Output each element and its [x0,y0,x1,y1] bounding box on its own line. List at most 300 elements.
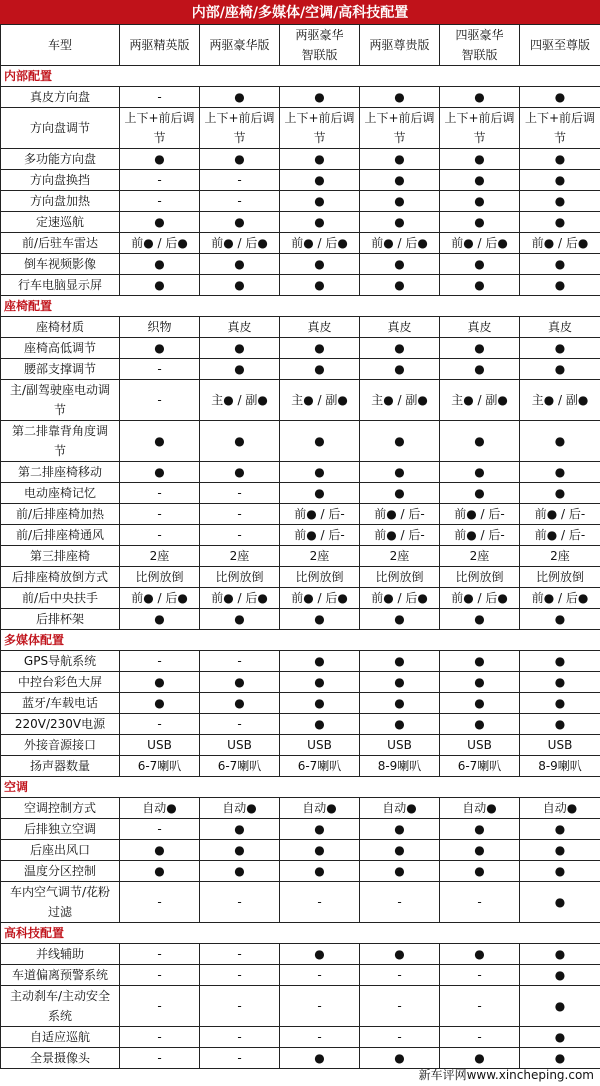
row-value: ● [520,693,600,714]
row-value: ● [120,338,200,359]
table-row [1,672,600,693]
row-value: ● [360,672,440,693]
row-value: ● [200,693,280,714]
header-row [1,25,600,66]
table-row [1,108,600,149]
row-value: - [200,191,280,212]
row-value: 前● / 后● [280,233,360,254]
row-value: ● [520,840,600,861]
row-label: 第二排座椅移动 [1,462,120,483]
row-value: ● [520,861,600,882]
row-value: 自动● [360,798,440,819]
row-value: - [120,170,200,191]
row-value: - [200,714,280,735]
row-value: - [280,986,360,1027]
row-value: ● [440,944,520,965]
row-value: ● [360,1048,440,1069]
row-value: ● [280,672,360,693]
row-value: 自动● [200,798,280,819]
row-value: - [200,651,280,672]
table-row [1,317,600,338]
row-value: - [200,170,280,191]
row-value: ● [280,87,360,108]
row-value: 6-7喇叭 [200,756,280,777]
table-row [1,965,600,986]
row-value: 自动● [520,798,600,819]
row-value: 主● / 副● [280,380,360,421]
row-value: ● [200,421,280,462]
row-value: - [360,965,440,986]
row-value: ● [360,840,440,861]
row-value: ● [440,254,520,275]
row-value: 织物 [120,317,200,338]
header-cell-trim: 四驱豪华 智联版 [440,25,520,66]
row-value: 前● / 后● [200,233,280,254]
row-value: - [360,1027,440,1048]
row-value: ● [520,170,600,191]
table-row [1,87,600,108]
row-value: ● [200,861,280,882]
header-cell-trim: 两驱豪华版 [200,25,280,66]
row-value: - [200,525,280,546]
row-value: ● [520,882,600,923]
row-value: ● [360,87,440,108]
row-value: ● [280,149,360,170]
row-value: 6-7喇叭 [280,756,360,777]
row-value: - [120,1027,200,1048]
row-value: 真皮 [200,317,280,338]
row-value: ● [120,275,200,296]
row-value: ● [360,861,440,882]
table-row [1,380,600,421]
row-label: 并线辅助 [1,944,120,965]
row-value: - [120,504,200,525]
row-value: ● [440,338,520,359]
row-value: 2座 [120,546,200,567]
table-row [1,254,600,275]
table-row [1,462,600,483]
row-value: 前● / 后● [120,233,200,254]
row-value: ● [440,421,520,462]
row-value: - [280,882,360,923]
row-value: - [120,525,200,546]
row-label: 定速巡航 [1,212,120,233]
row-value: 真皮 [520,317,600,338]
row-value: 比例放倒 [200,567,280,588]
row-value: 自动● [280,798,360,819]
table-row [1,359,600,380]
row-value: ● [360,693,440,714]
row-value: 2座 [360,546,440,567]
row-value: ● [440,170,520,191]
row-value: ● [360,191,440,212]
row-value: ● [440,191,520,212]
row-label: 座椅高低调节 [1,338,120,359]
row-value: ● [520,609,600,630]
row-value: ● [440,149,520,170]
row-label: 前/后排座椅加热 [1,504,120,525]
row-value: ● [440,651,520,672]
table-row [1,714,600,735]
row-value: ● [280,861,360,882]
row-value: ● [120,609,200,630]
row-value: 上下+前后调节 [440,108,520,149]
row-label: 腰部支撑调节 [1,359,120,380]
row-label: 主动刹车/主动安全系统 [1,986,120,1027]
table-row [1,882,600,923]
row-value: 前● / 后● [520,588,600,609]
row-value: ● [120,421,200,462]
row-value: USB [120,735,200,756]
row-value: ● [280,1048,360,1069]
table-row [1,1027,600,1048]
row-value: ● [200,254,280,275]
row-value: ● [520,965,600,986]
table-row [1,504,600,525]
row-label: 前/后排座椅通风 [1,525,120,546]
row-value: ● [360,338,440,359]
sheet-title: 内部/座椅/多媒体/空调/高科技配置 [0,0,600,24]
row-value: ● [440,840,520,861]
row-value: - [200,483,280,504]
row-value: ● [280,462,360,483]
row-value: 上下+前后调节 [520,108,600,149]
row-value: ● [360,149,440,170]
row-value: ● [520,275,600,296]
row-value: 自动● [120,798,200,819]
spec-table [0,24,600,1069]
row-label: 方向盘调节 [1,108,120,149]
table-row [1,567,600,588]
row-value: 自动● [440,798,520,819]
row-value: 主● / 副● [440,380,520,421]
row-value: ● [200,212,280,233]
row-value: - [120,483,200,504]
row-value: ● [440,672,520,693]
row-label: 温度分区控制 [1,861,120,882]
row-value: ● [360,819,440,840]
row-value: ● [280,421,360,462]
row-value: 前● / 后● [440,233,520,254]
row-value: 前● / 后● [200,588,280,609]
row-value: 前● / 后● [360,588,440,609]
row-value: - [120,191,200,212]
table-row [1,588,600,609]
row-value: 前● / 后- [280,504,360,525]
header-cell-trim: 两驱精英版 [120,25,200,66]
table-row [1,986,600,1027]
row-label: 多功能方向盘 [1,149,120,170]
row-value: 前● / 后- [520,525,600,546]
row-value: 前● / 后● [120,588,200,609]
row-value: - [120,819,200,840]
table-row [1,546,600,567]
header-cell-trim: 两驱豪华 智联版 [280,25,360,66]
row-label: 车道偏离预警系统 [1,965,120,986]
row-value: 2座 [200,546,280,567]
row-value: ● [440,212,520,233]
row-label: 中控台彩色大屏 [1,672,120,693]
table-row [1,275,600,296]
row-value: - [120,651,200,672]
row-label: 后排杯架 [1,609,120,630]
row-value: ● [360,609,440,630]
row-value: ● [280,212,360,233]
section-row [1,923,600,944]
row-value: 前● / 后- [440,504,520,525]
row-value: 2座 [280,546,360,567]
row-value: ● [440,819,520,840]
row-label: 自适应巡航 [1,1027,120,1048]
row-value: - [360,986,440,1027]
section-title: 座椅配置 [1,296,600,317]
row-value: ● [360,212,440,233]
row-value: ● [520,87,600,108]
row-value: ● [520,651,600,672]
row-label: 车内空气调节/花粉过滤 [1,882,120,923]
row-value: ● [360,170,440,191]
section-title: 空调 [1,777,600,798]
row-label: 后排独立空调 [1,819,120,840]
row-value: - [120,87,200,108]
row-value: ● [280,483,360,504]
row-value: ● [280,170,360,191]
row-value: ● [280,840,360,861]
table-row [1,212,600,233]
row-label: 后排座椅放倒方式 [1,567,120,588]
row-value: - [440,882,520,923]
row-label: 后座出风口 [1,840,120,861]
row-value: ● [200,462,280,483]
row-value: - [120,1048,200,1069]
row-label: 蓝牙/车载电话 [1,693,120,714]
row-value: ● [360,483,440,504]
row-value: 主● / 副● [360,380,440,421]
row-label: 空调控制方式 [1,798,120,819]
row-value: ● [520,212,600,233]
row-value: ● [360,275,440,296]
row-value: 真皮 [360,317,440,338]
row-value: 前● / 后- [440,525,520,546]
row-value: ● [520,191,600,212]
row-value: ● [280,714,360,735]
table-row [1,798,600,819]
table-row [1,819,600,840]
row-value: 前● / 后● [440,588,520,609]
row-value: 前● / 后- [520,504,600,525]
row-value: - [200,986,280,1027]
row-value: ● [200,819,280,840]
row-value: - [200,944,280,965]
row-value: ● [280,651,360,672]
row-value: 上下+前后调节 [280,108,360,149]
table-row [1,525,600,546]
row-value: USB [200,735,280,756]
row-value: ● [520,672,600,693]
row-value: ● [120,462,200,483]
row-value: ● [440,714,520,735]
row-value: ● [440,861,520,882]
row-value: ● [200,149,280,170]
table-row [1,191,600,212]
row-value: 主● / 副● [520,380,600,421]
row-label: 行车电脑显示屏 [1,275,120,296]
row-label: 真皮方向盘 [1,87,120,108]
row-value: 主● / 副● [200,380,280,421]
row-value: - [120,944,200,965]
row-value: ● [360,254,440,275]
row-value: ● [280,359,360,380]
row-value: - [440,1027,520,1048]
row-value: ● [520,462,600,483]
row-value: - [120,380,200,421]
row-value: ● [120,254,200,275]
row-value: - [440,986,520,1027]
row-label: 电动座椅记忆 [1,483,120,504]
row-value: ● [520,483,600,504]
row-value: ● [440,609,520,630]
row-value: ● [520,714,600,735]
row-value: - [200,1048,280,1069]
row-label: 前/后中央扶手 [1,588,120,609]
row-value: 前● / 后- [360,525,440,546]
table-row [1,756,600,777]
row-value: ● [520,944,600,965]
row-value: 上下+前后调节 [360,108,440,149]
row-value: - [440,965,520,986]
row-value: ● [120,693,200,714]
row-value: 比例放倒 [520,567,600,588]
row-value: ● [200,609,280,630]
row-value: ● [440,483,520,504]
row-value: 比例放倒 [360,567,440,588]
table-row [1,609,600,630]
row-value: USB [440,735,520,756]
row-value: ● [120,149,200,170]
row-value: - [120,359,200,380]
table-row [1,693,600,714]
row-value: ● [280,693,360,714]
row-value: ● [120,840,200,861]
row-value: ● [440,275,520,296]
row-value: - [120,965,200,986]
row-label: 全景摄像头 [1,1048,120,1069]
table-row [1,735,600,756]
row-value: ● [440,462,520,483]
row-value: ● [520,421,600,462]
row-value: - [120,714,200,735]
row-value: 6-7喇叭 [440,756,520,777]
section-row [1,630,600,651]
row-label: 主/副驾驶座电动调节 [1,380,120,421]
section-row [1,296,600,317]
row-value: 前● / 后● [520,233,600,254]
row-value: ● [280,191,360,212]
row-value: ● [360,714,440,735]
row-value: - [280,965,360,986]
row-value: - [200,965,280,986]
row-label: 座椅材质 [1,317,120,338]
row-value: ● [200,338,280,359]
row-value: - [360,882,440,923]
row-value: ● [360,944,440,965]
row-value: ● [200,87,280,108]
row-value: ● [280,609,360,630]
row-value: USB [360,735,440,756]
row-value: 比例放倒 [120,567,200,588]
section-title: 内部配置 [1,66,600,87]
table-row [1,421,600,462]
row-value: 上下+前后调节 [120,108,200,149]
table-row [1,483,600,504]
section-title: 多媒体配置 [1,630,600,651]
row-value: ● [200,672,280,693]
row-value: ● [200,275,280,296]
row-label: 第二排靠背角度调节 [1,421,120,462]
row-value: ● [520,1048,600,1069]
row-value: ● [280,819,360,840]
header-cell-trim: 四驱至尊版 [520,25,600,66]
row-value: ● [120,212,200,233]
row-value: - [280,1027,360,1048]
row-label: 方向盘加热 [1,191,120,212]
row-value: ● [360,651,440,672]
row-value: 6-7喇叭 [120,756,200,777]
table-row [1,944,600,965]
row-value: ● [360,462,440,483]
row-value: - [120,882,200,923]
row-value: - [200,504,280,525]
row-value: ● [280,338,360,359]
row-value: 8-9喇叭 [520,756,600,777]
row-value: ● [280,254,360,275]
section-row [1,66,600,87]
row-value: ● [440,359,520,380]
row-value: ● [200,840,280,861]
table-row [1,338,600,359]
row-value: ● [360,359,440,380]
row-value: ● [360,421,440,462]
table-row [1,149,600,170]
row-value: ● [520,359,600,380]
row-value: ● [440,1048,520,1069]
row-value: 2座 [440,546,520,567]
row-value: ● [520,986,600,1027]
row-value: ● [440,693,520,714]
row-value: 比例放倒 [280,567,360,588]
row-value: ● [520,819,600,840]
table-row [1,651,600,672]
row-label: 第三排座椅 [1,546,120,567]
row-value: ● [440,87,520,108]
row-value: USB [520,735,600,756]
row-label: GPS导航系统 [1,651,120,672]
row-value: 真皮 [280,317,360,338]
table-row [1,170,600,191]
row-value: ● [520,338,600,359]
row-value: ● [200,359,280,380]
table-row [1,840,600,861]
row-value: ● [120,861,200,882]
section-row [1,777,600,798]
row-value: 2座 [520,546,600,567]
row-value: 比例放倒 [440,567,520,588]
row-label: 220V/230V电源 [1,714,120,735]
table-row [1,233,600,254]
row-label: 方向盘换挡 [1,170,120,191]
watermark-footer: 新车评网www.xincheping.com [418,1068,594,1082]
row-value: 8-9喇叭 [360,756,440,777]
